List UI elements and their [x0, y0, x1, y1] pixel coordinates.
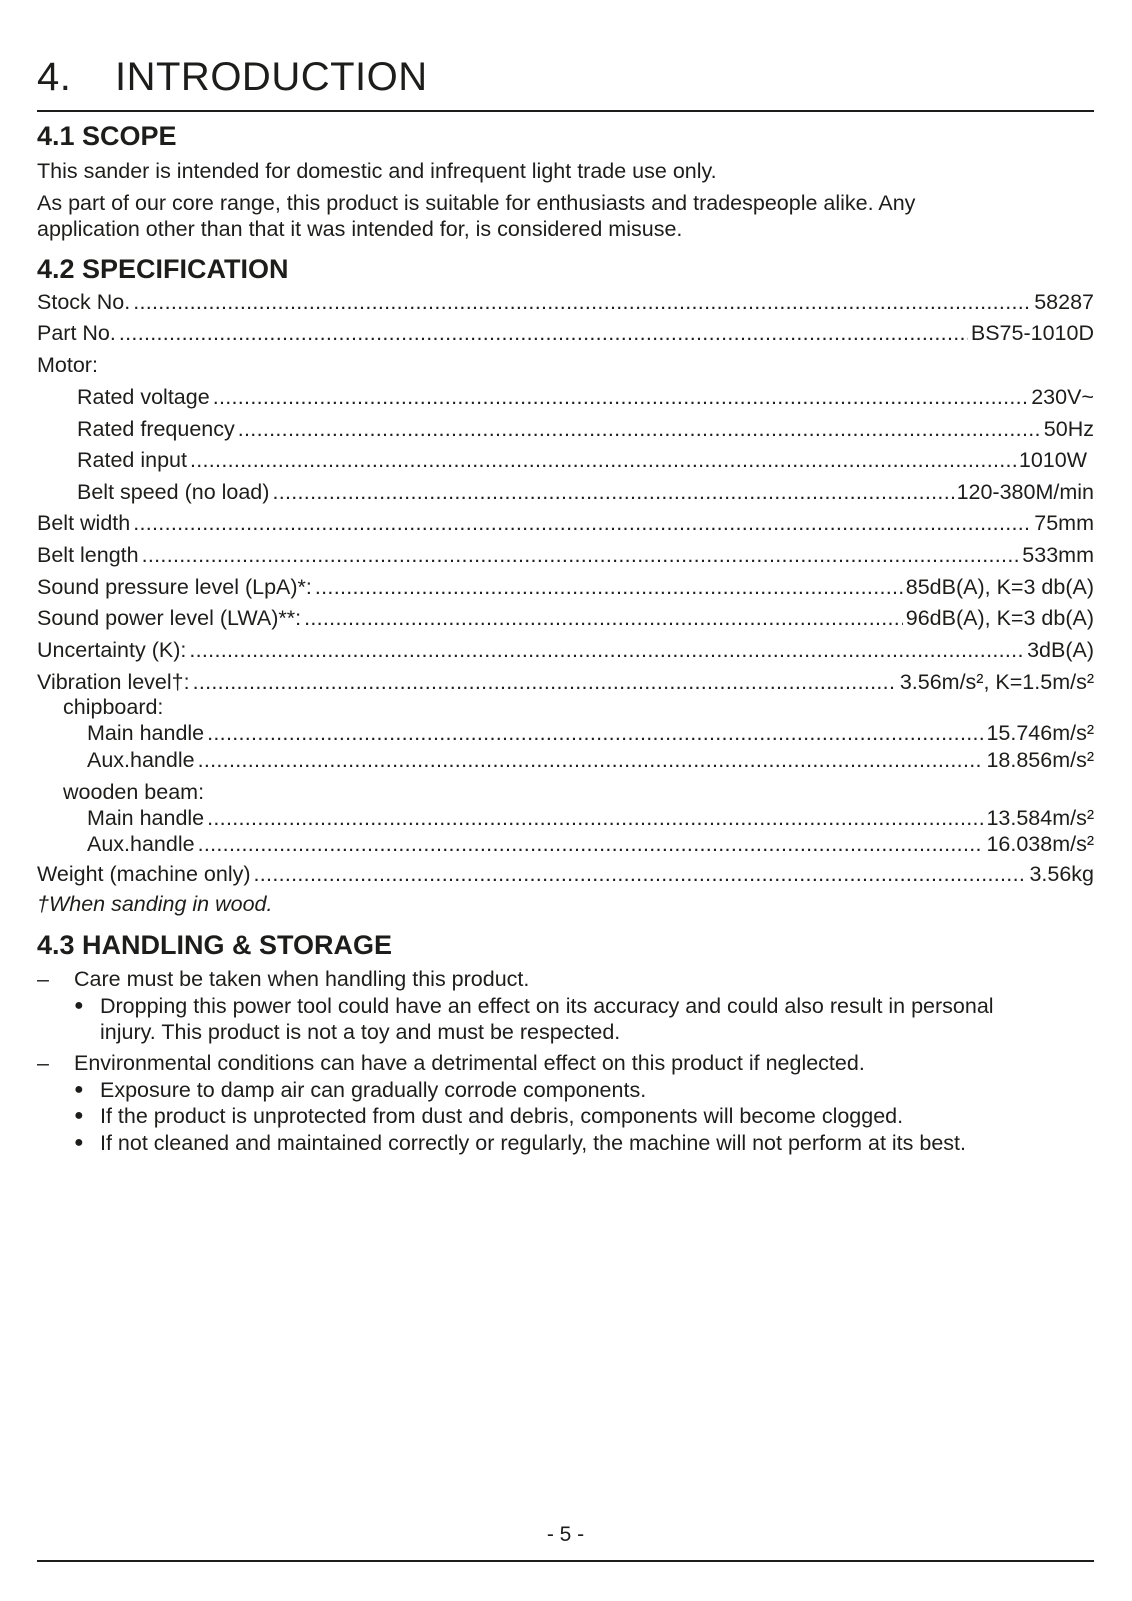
bullet-text: If the product is unprotected from dust and debris, components will become clogged. — [100, 1104, 904, 1128]
leader-dots — [238, 416, 1041, 442]
leader-dots — [133, 510, 1031, 536]
spec-value: 3.56kg — [1029, 862, 1094, 886]
bullet-mark: ● — [74, 1081, 84, 1098]
scope-heading: 4.1 SCOPE — [37, 121, 177, 151]
spec-row-wooden-aux-handle — [87, 831, 1094, 857]
spec-value: 75mm — [1034, 511, 1094, 535]
scope-paragraph-2-line-1: As part of our core range, this product is suitable for enthusiasts and tradespeople alike. Any — [37, 191, 916, 215]
spec-label: Rated frequency — [77, 417, 235, 441]
spec-value: 13.584m/s² — [986, 806, 1094, 830]
spec-value: 120-380M/min — [956, 480, 1094, 504]
spec-label: Rated voltage — [77, 385, 210, 409]
spec-label: Belt length — [37, 543, 139, 567]
spec-row-uncertainty — [37, 637, 1094, 663]
spec-label: Sound power level (LWA)**: — [37, 606, 302, 630]
bullet-mark: ● — [74, 997, 84, 1014]
spec-row-wooden-main-handle — [87, 805, 1094, 831]
bullet-text: injury. This product is not a toy and must be respected. — [100, 1020, 621, 1044]
spec-row-rated-input — [77, 447, 1087, 473]
spec-value: 1010W — [1018, 448, 1087, 472]
handling-heading: 4.3 HANDLING & STORAGE — [37, 930, 393, 960]
spec-value: 85dB(A), K=3 db(A) — [905, 575, 1094, 599]
spec-row-weight — [37, 861, 1094, 887]
spec-value: 96dB(A), K=3 db(A) — [905, 606, 1094, 630]
spec-row-belt-length — [37, 542, 1094, 568]
spec-row-stock-no — [37, 289, 1094, 315]
spec-row-rated-voltage — [77, 384, 1094, 410]
spec-row-chipboard-aux-handle — [87, 747, 1094, 773]
chapter-title — [37, 55, 428, 100]
spec-value: 50Hz — [1043, 417, 1094, 441]
leader-dots — [133, 289, 1031, 315]
leader-dots — [198, 831, 984, 857]
spec-value: 18.856m/s² — [986, 748, 1094, 772]
spec-label: Stock No. — [37, 290, 131, 314]
dash-mark: – — [37, 1051, 49, 1075]
spec-label: Part No. — [37, 321, 116, 345]
spec-label: Aux.handle — [87, 748, 195, 772]
specification-heading: 4.2 SPECIFICATION — [37, 254, 289, 284]
spec-value: 15.746m/s² — [986, 721, 1094, 745]
spec-value: BS75-1010D — [970, 321, 1094, 345]
spec-label: Belt speed (no load) — [77, 480, 270, 504]
leader-dots — [254, 861, 1027, 887]
leader-dots — [213, 384, 1029, 410]
top-divider — [37, 110, 1094, 112]
spec-row-belt-speed — [77, 479, 1094, 505]
spec-label: Rated input — [77, 448, 187, 472]
spec-label: Uncertainty (K): — [37, 638, 187, 662]
spec-label: Weight (machine only) — [37, 862, 251, 886]
chapter-title-text: INTRODUCTION — [115, 55, 428, 99]
bullet-text: Dropping this power tool could have an effect on its accuracy and could also result in personal — [100, 994, 994, 1018]
leader-dots — [198, 747, 984, 773]
chapter-number: 4. — [37, 55, 72, 99]
leader-dots — [315, 574, 903, 600]
spec-footnote: †When sanding in wood. — [37, 892, 273, 916]
handling-item-text: Care must be taken when handling this product. — [74, 967, 530, 991]
spec-row-belt-width — [37, 510, 1094, 536]
spec-value: 3dB(A) — [1027, 638, 1094, 662]
bullet-text: Exposure to damp air can gradually corrode components. — [100, 1078, 647, 1102]
bullet-mark: ● — [74, 1134, 84, 1151]
handling-item-text: Environmental conditions can have a detrimental effect on this product if neglected. — [74, 1051, 865, 1075]
spec-value: 533mm — [1022, 543, 1094, 567]
spec-label: Sound pressure level (LpA)*: — [37, 575, 312, 599]
leader-dots — [272, 479, 953, 505]
spec-value: 230V~ — [1031, 385, 1094, 409]
spec-chipboard-label: chipboard: — [63, 695, 164, 719]
dash-mark: – — [37, 967, 49, 991]
leader-dots — [193, 669, 897, 695]
spec-row-vibration — [37, 669, 1094, 695]
spec-row-sound-pressure — [37, 574, 1094, 600]
spec-value: 58287 — [1034, 290, 1094, 314]
spec-row-part-no — [37, 320, 1094, 346]
bullet-mark: ● — [74, 1107, 84, 1124]
leader-dots — [189, 637, 1024, 663]
scope-paragraph-1: This sander is intended for domestic and infrequent light trade use only. — [37, 159, 717, 183]
spec-value: 3.56m/s², K=1.5m/s² — [899, 670, 1094, 694]
leader-dots — [207, 805, 983, 831]
leader-dots — [142, 542, 1020, 568]
spec-label: Vibration level†: — [37, 670, 190, 694]
spec-row-rated-frequency — [77, 416, 1094, 442]
page-number: - 5 - — [546, 1523, 585, 1546]
bullet-text: If not cleaned and maintained correctly or regularly, the machine will not perform at its best. — [100, 1131, 966, 1155]
spec-label: Main handle — [87, 721, 205, 745]
scope-paragraph-2-line-2: application other than that it was intended for, is considered misuse. — [37, 217, 683, 241]
bottom-divider — [37, 1560, 1094, 1562]
spec-row-chipboard-main-handle — [87, 720, 1094, 746]
spec-motor-label: Motor: — [37, 353, 98, 377]
leader-dots — [190, 447, 1016, 473]
spec-label: Belt width — [37, 511, 131, 535]
spec-label: Aux.handle — [87, 832, 195, 856]
leader-dots — [304, 605, 903, 631]
spec-value: 16.038m/s² — [986, 832, 1094, 856]
spec-wooden-beam-label: wooden beam: — [63, 780, 205, 804]
leader-dots — [207, 720, 983, 746]
spec-row-sound-power — [37, 605, 1094, 631]
leader-dots — [119, 320, 968, 346]
spec-label: Main handle — [87, 806, 205, 830]
